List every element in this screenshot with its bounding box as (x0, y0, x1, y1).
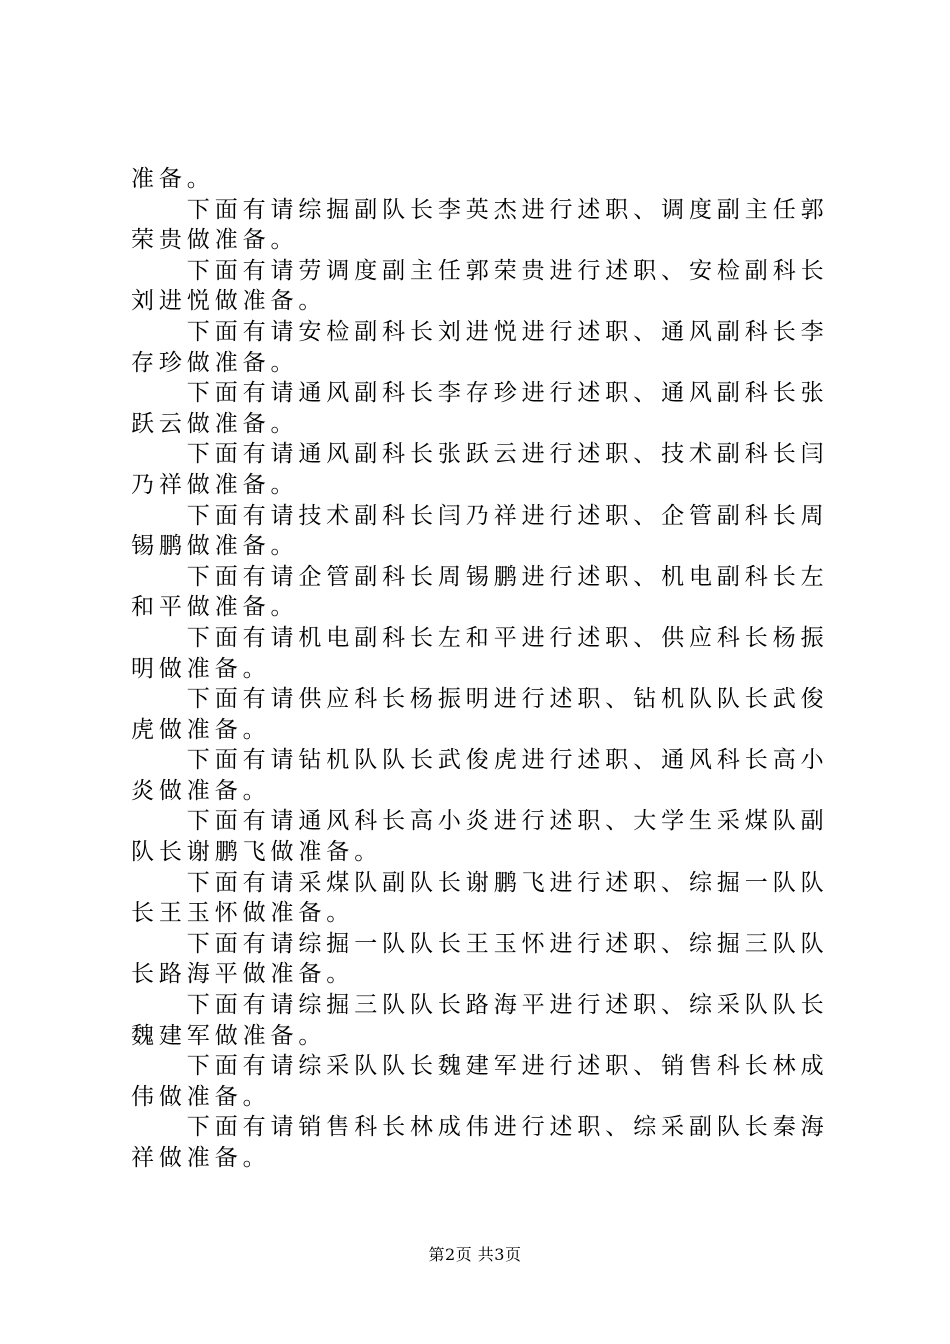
page-footer: 第2页 共3页 (428, 1245, 522, 1264)
paragraph: 下面有请安检副科长刘进悦进行述职、通风副科长李存珍做准备。 (131, 318, 829, 376)
paragraph: 下面有请劳调度副主任郭荣贵进行述职、安检副科长刘进悦做准备。 (131, 257, 829, 315)
paragraph: 下面有请综掘副队长李英杰进行述职、调度副主任郭荣贵做准备。 (131, 196, 829, 254)
paragraph: 下面有请技术副科长闫乃祥进行述职、企管副科长周锡鹏做准备。 (131, 502, 829, 560)
paragraph: 下面有请企管副科长周锡鹏进行述职、机电副科长左和平做准备。 (131, 563, 829, 621)
paragraph: 下面有请通风副科长李存珍进行述职、通风副科长张跃云做准备。 (131, 380, 829, 437)
paragraph: 下面有请采煤队副队长谢鹏飞进行述职、综掘一队队长王玉怀做准备。 (131, 869, 829, 927)
paragraph: 下面有请机电副科长左和平进行述职、供应科长杨振明做准备。 (131, 624, 829, 682)
paragraph: 下面有请综掘三队队长路海平进行述职、综采队队长魏建军做准备。 (131, 992, 829, 1049)
paragraph: 下面有请通风副科长张跃云进行述职、技术副科长闫乃祥做准备。 (131, 441, 829, 498)
paragraph: 下面有请供应科长杨振明进行述职、钻机队队长武俊虎做准备。 (131, 686, 829, 743)
paragraph: 下面有请综采队队长魏建军进行述职、销售科长林成伟做准备。 (131, 1053, 829, 1110)
leading-fragment: 准备。 (131, 166, 215, 192)
paragraph: 下面有请综掘一队队长王玉怀进行述职、综掘三队队长路海平做准备。 (131, 930, 829, 988)
document-body (131, 164, 833, 1174)
paragraph: 下面有请通风科长高小炎进行述职、大学生采煤队副队长谢鹏飞做准备。 (131, 808, 829, 866)
paragraph: 下面有请钻机队队长武俊虎进行述职、通风科长高小炎做准备。 (131, 747, 829, 804)
paragraph: 下面有请销售科长林成伟进行述职、综采副队长秦海祥做准备。 (131, 1114, 829, 1171)
